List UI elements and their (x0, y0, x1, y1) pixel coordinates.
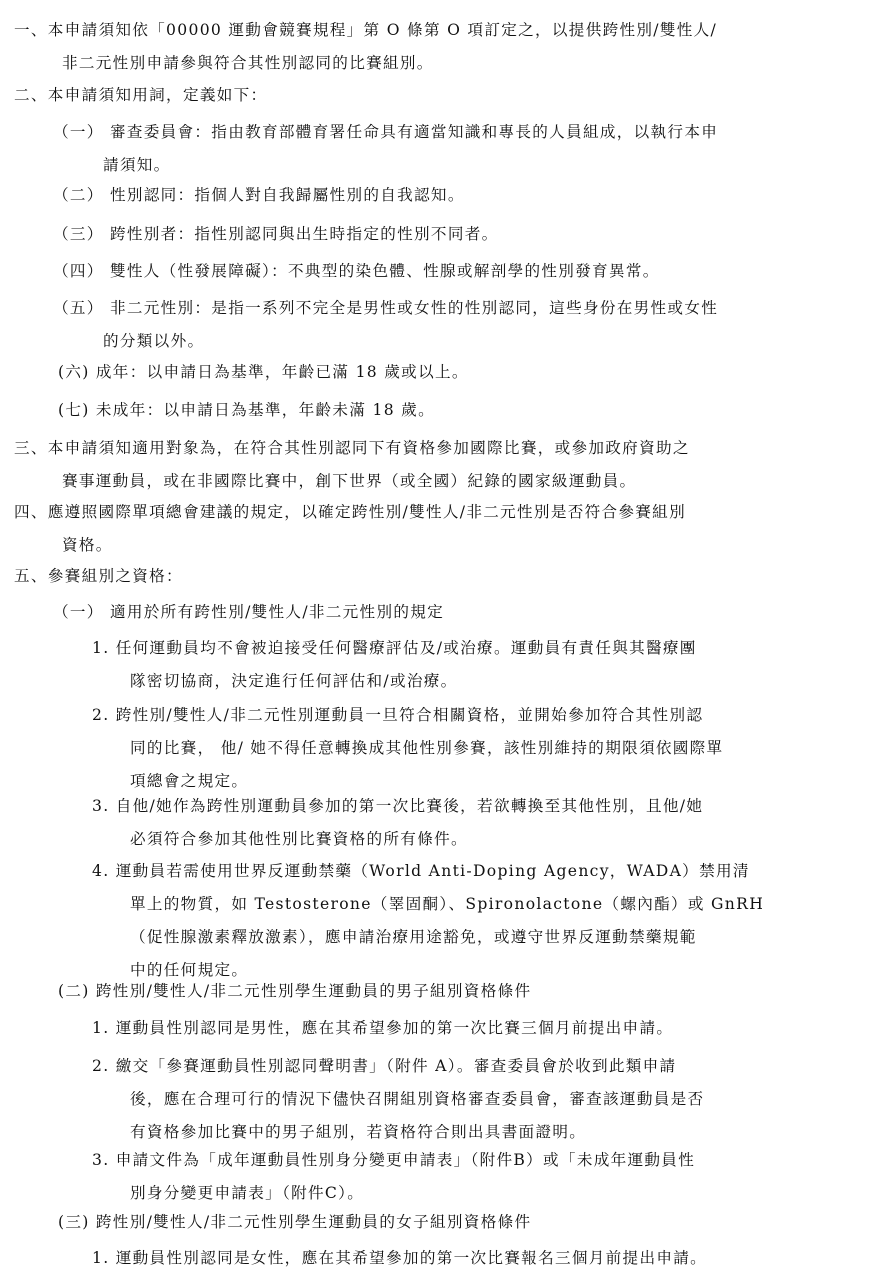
text-line: 2. 繳交「參賽運動員性別認同聲明書」（附件 A）。審查委員會於收到此類申請 (92, 1057, 677, 1075)
definition-7 (58, 394, 435, 427)
text-line: （四） 雙性人（性發展障礙）：不典型的染色體、性腺或解剖學的性別發育異常。 (53, 262, 660, 280)
definition-5 (53, 292, 718, 358)
text-line: 請須知。 (103, 156, 171, 174)
rule-1-4 (92, 855, 764, 987)
text-line: 中的任何規定。 (130, 961, 249, 979)
text-line: 3. 申請文件為「成年運動員性別身分變更申請表」（附件B）或「未成年運動員性 (92, 1151, 696, 1169)
text-line: 4. 運動員若需使用世界反運動禁藥（World Anti-Doping Agency，WADA）禁用清 (92, 862, 750, 880)
text-line: 一、本申請須知依「00000 運動會競賽規程」第 O 條第 O 項訂定之，以提供跨性別/雙性人/ (14, 21, 718, 39)
text-line: （五） 非二元性別：是指一系列不完全是男性或女性的性別認同，這些身份在男性或女性 (53, 299, 719, 317)
section-1 (14, 14, 717, 80)
text-line: (六) 成年：以申請日為基準，年齡已滿 18 歲或以上。 (58, 363, 469, 381)
text-line: 賽事運動員，或在非國際比賽中，創下世界（或全國）紀錄的國家級運動員。 (62, 472, 637, 490)
subsection-3-heading: (三) 跨性別/雙性人/非二元性別學生運動員的女子組別資格條件 (58, 1213, 532, 1231)
text-line: 三、本申請須知適用對象為，在符合其性別認同下有資格參加國際比賽，或參加政府資助之 (14, 439, 690, 457)
text-line: （一） 審查委員會：指由教育部體育署任命具有適當知識和專長的人員組成，以執行本申 (53, 123, 719, 141)
text-line: 別身分變更申請表」（附件C）。 (130, 1184, 365, 1202)
section-3 (14, 432, 690, 498)
text-line: 單上的物質，如 Testosterone（睪固酮）、Spironolactone（螺內酯）或 GnRH (130, 895, 765, 913)
text-line: 資格。 (62, 536, 113, 554)
section-5-heading: 五、參賽組別之資格： (14, 567, 183, 585)
rule-2-3 (92, 1144, 695, 1210)
rule-2-2 (92, 1050, 704, 1149)
section-4 (14, 496, 686, 562)
rule-2-1 (92, 1012, 673, 1045)
definition-1 (53, 116, 718, 182)
text-line: （二） 性別認同：指個人對自我歸屬性別的自我認知。 (53, 186, 465, 204)
text-line: 隊密切協商，決定進行任何評估和/或治療。 (130, 672, 458, 690)
text-line: （三） 跨性別者：指性別認同與出生時指定的性別不同者。 (53, 225, 499, 243)
rule-3-1 (92, 1242, 707, 1275)
definition-3 (53, 218, 499, 251)
text-line: 有資格參加比賽中的男子組別，若資格符合則出具書面證明。 (130, 1123, 587, 1141)
text-line: 1. 運動員性別認同是女性，應在其希望參加的第一次比賽報名三個月前提出申請。 (92, 1249, 708, 1267)
text-line: 後，應在合理可行的情況下儘快召開組別資格審查委員會，審查該運動員是否 (130, 1090, 705, 1108)
text-line: (七) 未成年：以申請日為基準，年齡未滿 18 歲。 (58, 401, 435, 419)
subsection-2-heading: (二) 跨性別/雙性人/非二元性別學生運動員的男子組別資格條件 (58, 982, 532, 1000)
text-line: 2. 跨性別/雙性人/非二元性別運動員一旦符合相關資格，並開始參加符合其性別認 (92, 706, 704, 724)
rule-1-1 (92, 632, 697, 698)
text-line: 非二元性別申請參與符合其性別認同的比賽組別。 (62, 54, 434, 72)
text-line: 1. 運動員性別認同是男性，應在其希望參加的第一次比賽三個月前提出申請。 (92, 1019, 674, 1037)
text-line: 3. 自他/她作為跨性別運動員參加的第一次比賽後，若欲轉換至其他性別，且他/她 (92, 797, 704, 815)
definition-4 (53, 255, 660, 288)
definition-2 (53, 179, 465, 212)
text-line: 1. 任何運動員均不會被迫接受任何醫療評估及/或治療。運動員有責任與其醫療團 (92, 639, 697, 657)
text-line: 的分類以外。 (103, 332, 205, 350)
rule-1-3 (92, 790, 703, 856)
definition-6 (58, 356, 469, 389)
section-2-heading: 二、本申請須知用詞，定義如下： (14, 86, 268, 104)
text-line: 同的比賽， 他/ 她不得任意轉換成其他性別參賽，該性別維持的期限須依國際單 (130, 739, 724, 757)
text-line: 四、應遵照國際單項總會建議的規定，以確定跨性別/雙性人/非二元性別是否符合參賽組別 (14, 503, 686, 521)
text-line: 項總會之規定。 (130, 772, 249, 790)
subsection-1-heading: （一） 適用於所有跨性別/雙性人/非二元性別的規定 (53, 603, 445, 621)
text-line: （促性腺激素釋放激素），應申請治療用途豁免，或遵守世界反運動禁藥規範 (130, 928, 697, 946)
rule-1-2 (92, 699, 723, 798)
text-line: 必須符合參加其他性別比賽資格的所有條件。 (130, 830, 468, 848)
